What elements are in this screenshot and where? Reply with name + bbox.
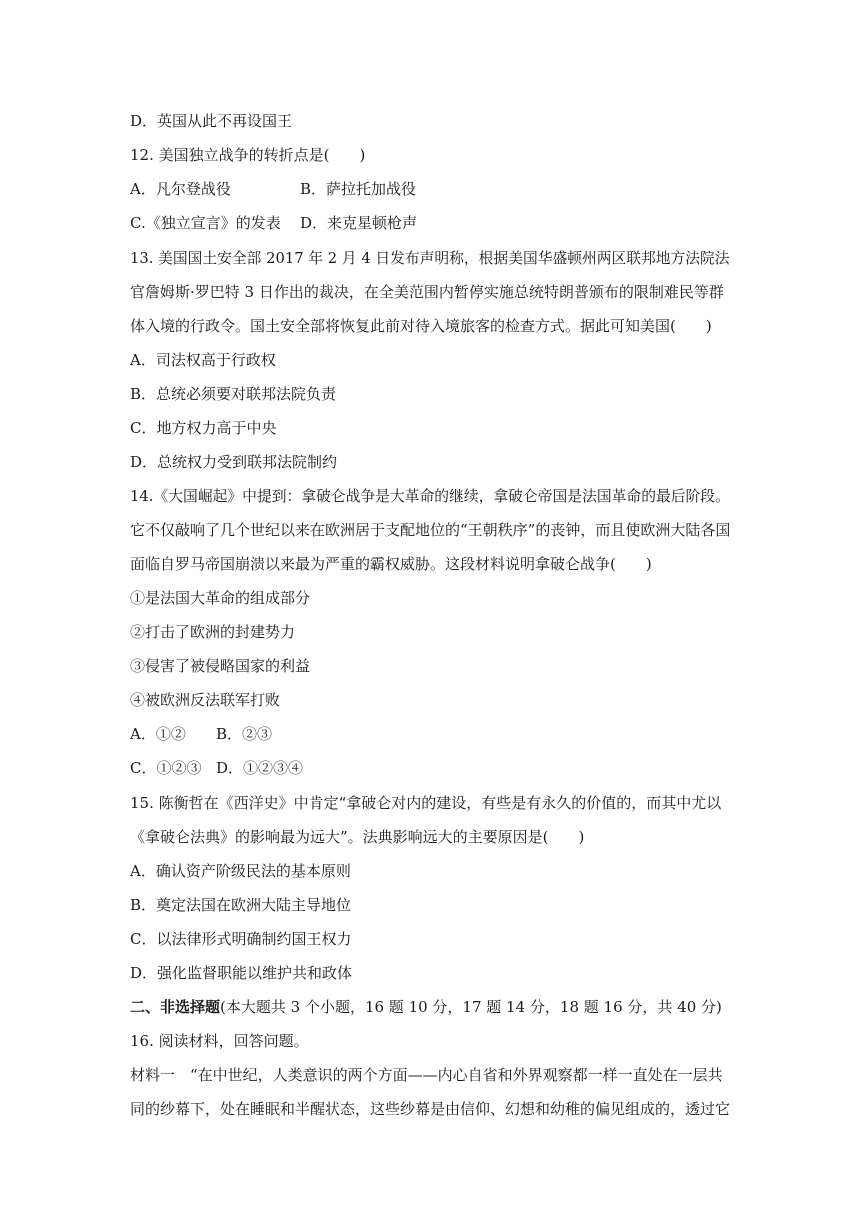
q13-option-a: A．司法权高于行政权 — [130, 351, 276, 369]
q14-stem-line-3: 面临自罗马帝国崩溃以来最为严重的霸权威胁。这段材料说明拿破仑战争( ) — [130, 555, 652, 573]
q16-stem: 16. 阅读材料，回答问题。 — [130, 1032, 309, 1050]
q14-option-c: C．①②③ — [130, 759, 202, 777]
q16-material-line-2: 同的纱幕下，处在睡眠和半醒状态，这些纱幕是由信仰、幻想和幼稚的偏见组成的，透过它 — [130, 1100, 731, 1118]
q14-statement-4: ④被欧洲反法联军打败 — [130, 691, 281, 709]
q14-stem-line-2: 它不仅敲响了几个世纪以来在欧洲居于支配地位的“王朝秩序”的丧钟，而且使欧洲大陆各国 — [130, 521, 731, 539]
q11-option-d: D．英国从此不再设国王 — [130, 112, 293, 130]
q15-option-b: B．奠定法国在欧洲大陆主导地位 — [130, 896, 352, 914]
q14-options-row1 — [130, 724, 272, 744]
q14-stem-line-1: 14.《大国崛起》中提到：拿破仑战争是大革命的继续，拿破仑帝国是法国革命的最后阶段。 — [130, 487, 730, 505]
q16-material-line-1: 材料一 “在中世纪，人类意识的两个方面——内心自省和外界观察都一样一直处在一层共 — [130, 1066, 723, 1084]
q13-stem-line-3: 体入境的行政令。国土安全部将恢复此前对待入境旅客的检查方式。据此可知美国( ) — [130, 317, 712, 335]
q12-options-row1 — [130, 179, 416, 199]
q13-stem-line-2: 官詹姆斯·罗巴特 3 日作出的裁决，在全美范围内暂停实施总统特朗普颁布的限制难民等群 — [130, 283, 724, 301]
q14-option-d: D．①②③④ — [216, 759, 304, 777]
q15-option-a: A．确认资产阶级民法的基本原则 — [130, 862, 351, 880]
q12-option-d: D．来克星顿枪声 — [300, 214, 418, 232]
q14-option-b: B．②③ — [216, 725, 273, 743]
q14-options-row2 — [130, 758, 303, 778]
section-2-detail: (本大题共 3 个小题，16 题 10 分，17 题 14 分，18 题 16 分，共 40 分) — [220, 998, 722, 1016]
q15-option-c: C．以法律形式明确制约国王权力 — [130, 930, 352, 948]
q12-option-c: C.《独立宣言》的发表 — [130, 214, 281, 232]
q13-option-b: B．总统必须要对联邦法院负责 — [130, 385, 337, 403]
q13-option-c: C．地方权力高于中央 — [130, 419, 277, 437]
section-2-heading — [130, 997, 722, 1017]
section-2-title: 二、非选择题 — [130, 998, 221, 1016]
q15-option-d: D．强化监督职能以维护共和政体 — [130, 964, 353, 982]
q14-statement-1: ①是法国大革命的组成部分 — [130, 589, 311, 607]
q12-option-b: B．萨拉托加战役 — [300, 180, 417, 198]
q15-stem-line-2: 《拿破仑法典》的影响最为远大”。法典影响远大的主要原因是( ) — [130, 828, 585, 846]
q12-options-row2 — [130, 213, 417, 233]
q14-statement-3: ③侵害了被侵略国家的利益 — [130, 657, 311, 675]
q12-option-a: A．凡尔登战役 — [130, 180, 231, 198]
q13-option-d: D．总统权力受到联邦法院制约 — [130, 453, 338, 471]
q13-stem-line-1: 13. 美国国土安全部 2017 年 2 月 4 日发布声明称，根据美国华盛顿州两区联邦地方法院法 — [130, 249, 730, 267]
q14-option-a: A．①② — [130, 725, 186, 743]
q12-stem: 12. 美国独立战争的转折点是( ) — [130, 146, 366, 164]
q14-statement-2: ②打击了欧洲的封建势力 — [130, 623, 296, 641]
q15-stem-line-1: 15. 陈衡哲在《西洋史》中肯定“拿破仑对内的建设，有些是有永久的价值的，而其中尤以 — [130, 794, 722, 812]
